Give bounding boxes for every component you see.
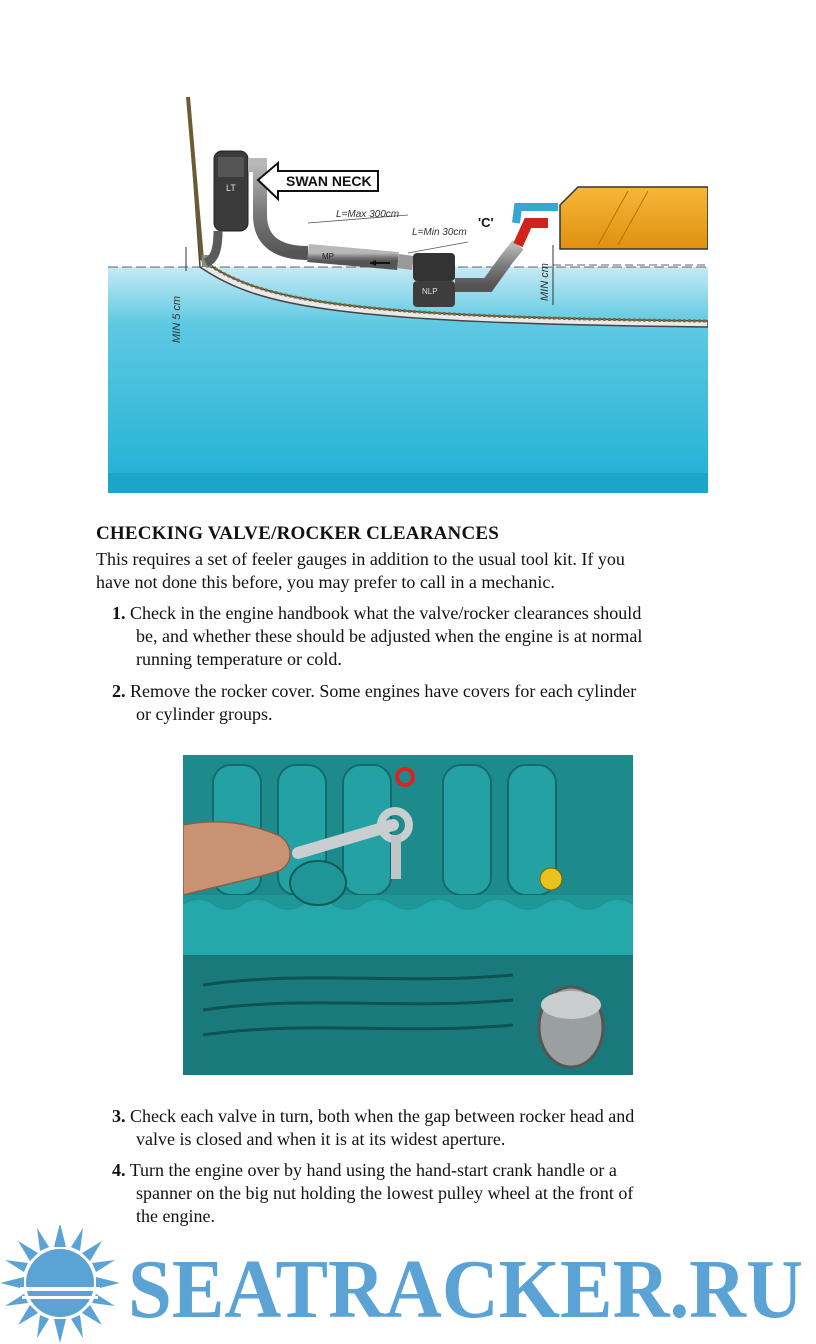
step-1 (112, 602, 710, 671)
water (108, 267, 708, 493)
step-text: valve is closed and when it is at its widest aperture. (136, 1129, 506, 1149)
section-heading: CHECKING VALVE/ROCKER CLEARANCES (96, 523, 500, 544)
max-length-label: L=Max 300cm (336, 209, 400, 220)
swan-neck-label: SWAN NECK (286, 173, 372, 189)
step-text: running temperature or cold. (136, 649, 342, 669)
step-text: the engine. (136, 1206, 215, 1226)
watermark-logo (0, 1225, 816, 1344)
nlp-label: NLP (422, 287, 438, 296)
step-text: spanner on the big nut holding the lowest pulley wheel at the front of (136, 1183, 634, 1203)
nlp-box (413, 253, 455, 281)
step-2 (112, 680, 710, 726)
step-number: 1. (112, 603, 126, 623)
watermark-text: SEATRACKER.RU (128, 1243, 803, 1336)
step-text: be, and whether these should be adjusted when the engine is at normal (136, 626, 643, 646)
step-number: 3. (112, 1106, 126, 1126)
sun-icon (0, 1225, 120, 1343)
step-text: or cylinder groups. (136, 704, 273, 724)
intro-line-1: This requires a set of feeler gauges in addition to the usual tool kit. If you (96, 549, 625, 569)
svg-text:LT: LT (226, 183, 236, 193)
intro-line-2: have not done this before, you may prefer to call in a mechanic. (96, 572, 555, 592)
step-text: Check in the engine handbook what the valve/rocker clearances should (130, 603, 642, 623)
intro-paragraph (96, 548, 718, 594)
exhaust-installation-diagram (108, 95, 708, 493)
min-5cm-label: MIN 5 cm (171, 295, 183, 343)
mp-label: MP (322, 252, 334, 261)
step-text: Remove the rocker cover. Some engines have covers for each cylinder (130, 681, 637, 701)
engine-photo (183, 755, 633, 1075)
min-length-label: L=Min 30cm (412, 227, 467, 238)
step-number: 4. (112, 1160, 126, 1180)
step-text: Check each valve in turn, both when the gap between rocker head and (130, 1106, 635, 1126)
step-3 (112, 1105, 710, 1151)
min-cm-label: MIN cm (539, 263, 551, 301)
c-label: 'C' (478, 215, 494, 230)
step-text: Turn the engine over by hand using the hand-start crank handle or a (129, 1160, 617, 1180)
step-number: 2. (112, 681, 126, 701)
step-4 (112, 1159, 710, 1228)
engine-block (560, 187, 708, 249)
